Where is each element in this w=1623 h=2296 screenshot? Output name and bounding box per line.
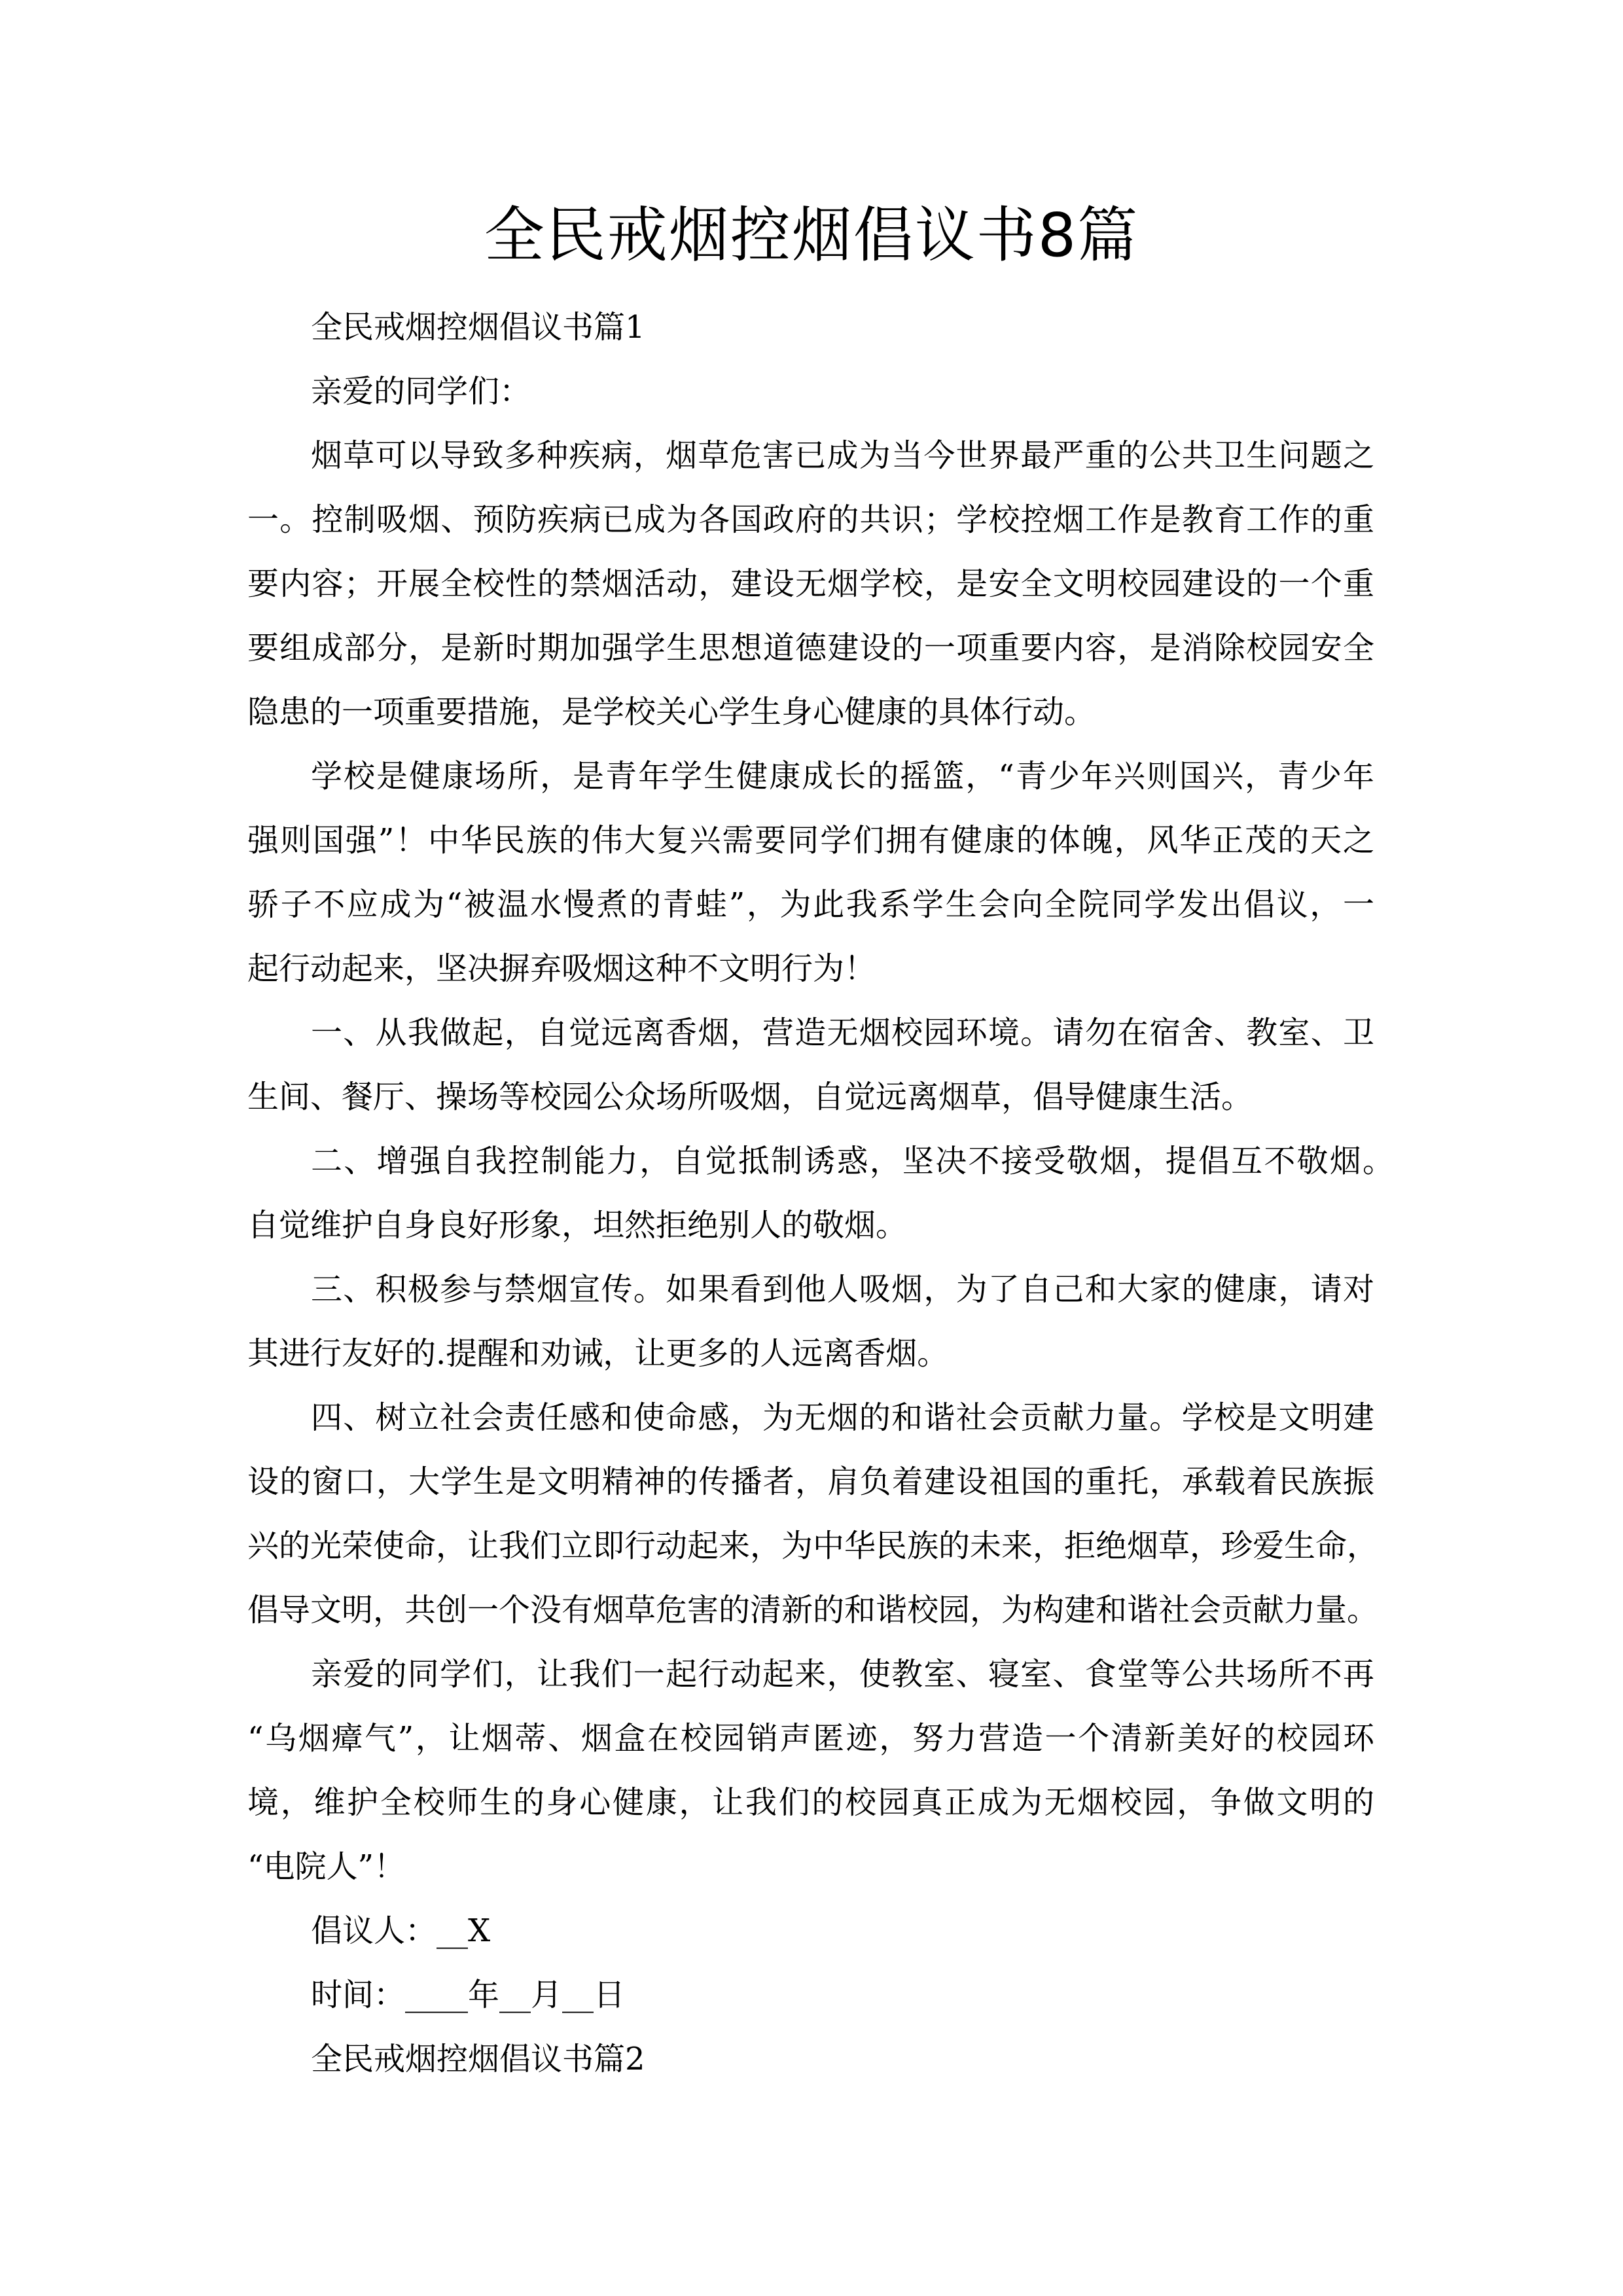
paragraph-line: 生间、餐厅、操场等校园公众场所吸烟，自觉远离烟草，倡导健康生活。: [247, 1079, 1253, 1115]
paragraph-line: 自觉维护自身良好形象，坦然拒绝别人的敬烟。: [247, 1207, 908, 1244]
section-heading-1: 全民戒烟控烟倡议书篇1: [311, 309, 645, 346]
paragraph-line: 兴的光荣使命，让我们立即行动起来，为中华民族的未来，拒绝烟草，珍爱生命，: [247, 1528, 1379, 1564]
paragraph-line: 起行动起来，坚决摒弃吸烟这种不文明行为！: [247, 950, 876, 987]
document-title: 全民戒烟控烟倡议书8篇: [484, 200, 1139, 270]
paragraph-line: 其进行友好的.提醒和劝诫，让更多的人远离香烟。: [247, 1335, 949, 1372]
paragraph-line: 骄子不应成为“被温水慢煮的青蛙”，为此我系学生会向全院同学发出倡议，一: [247, 886, 1374, 923]
paragraph-line: 烟草可以导致多种疾病，烟草危害已成为当今世界最严重的公共卫生问题之: [311, 437, 1374, 474]
paragraph-line: “乌烟瘴气”，让烟蒂、烟盒在校园销声匿迹，努力营造一个清新美好的校园环: [247, 1720, 1374, 1757]
paragraph-line: 隐患的一项重要措施，是学校关心学生身心健康的具体行动。: [247, 694, 1096, 730]
paragraph-line: 学校是健康场所，是青年学生健康成长的摇篮，“青少年兴则国兴，青少年: [311, 758, 1374, 795]
paragraph-line: 三、积极参与禁烟宣传。如果看到他人吸烟，为了自己和大家的健康，请对: [311, 1271, 1374, 1308]
paragraph-line: 要内容；开展全校性的禁烟活动，建设无烟学校，是安全文明校园建设的一个重: [247, 565, 1374, 602]
paragraph-line: 二、增强自我控制能力，自觉抵制诱惑，坚决不接受敬烟，提倡互不敬烟。: [311, 1143, 1394, 1179]
paragraph-line: “电院人”！: [247, 1848, 406, 1885]
paragraph-line: 一、从我做起，自觉远离香烟，营造无烟校园环境。请勿在宿舍、教室、卫: [311, 1014, 1374, 1051]
paragraph-line: 倡导文明，共创一个没有烟草危害的清新的和谐校园，为构建和谐社会贡献力量。: [247, 1592, 1379, 1628]
paragraph-line: 要组成部分，是新时期加强学生思想道德建设的一项重要内容，是消除校园安全: [247, 630, 1374, 666]
salutation: 亲爱的同学们：: [311, 373, 531, 410]
paragraph-line: 境，维护全校师生的身心健康，让我们的校园真正成为无烟校园，争做文明的: [247, 1784, 1374, 1821]
date-line: 时间：____年__月__日: [311, 1977, 626, 2013]
paragraph-line: 四、树立社会责任感和使命感，为无烟的和谐社会贡献力量。学校是文明建: [311, 1399, 1374, 1436]
section-heading-2: 全民戒烟控烟倡议书篇2: [311, 2041, 645, 2077]
paragraph-line: 设的窗口，大学生是文明精神的传播者，肩负着建设祖国的重托，承载着民族振: [247, 1463, 1374, 1500]
proposer-signature: 倡议人：__X: [311, 1912, 491, 1949]
paragraph-line: 强则国强”！中华民族的伟大复兴需要同学们拥有健康的体魄，风华正茂的天之: [247, 822, 1374, 859]
paragraph-line: 一。控制吸烟、预防疾病已成为各国政府的共识；学校控烟工作是教育工作的重: [247, 501, 1374, 538]
paragraph-line: 亲爱的同学们，让我们一起行动起来，使教室、寝室、食堂等公共场所不再: [311, 1656, 1374, 1693]
